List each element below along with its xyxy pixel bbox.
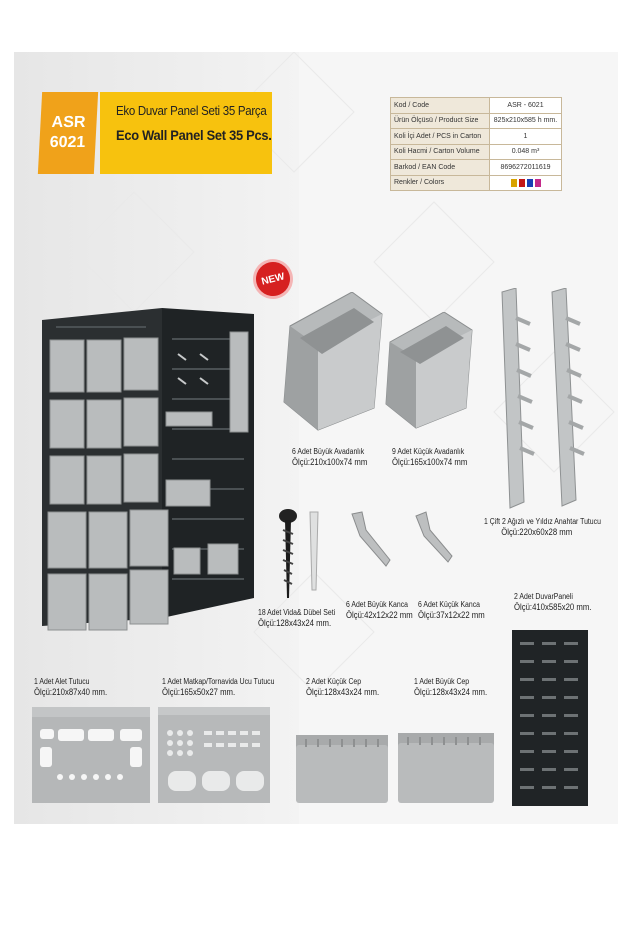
wall-panel-size: Ölçü:410x585x20 mm. (514, 602, 592, 612)
drill-holder-caption (162, 677, 274, 697)
tool-holder-name: 1 Adet Alet Tutucu (34, 677, 90, 686)
screw-dowel-name: 18 Adet Vida& Dübel Seti (258, 608, 336, 617)
spec-row (391, 98, 562, 114)
small-bin-image (382, 312, 474, 432)
spec-value: ASR - 6021 (490, 98, 562, 114)
small-pocket-size: Ölçü:128x43x24 mm. (306, 687, 380, 697)
wrench-holder-image (494, 288, 590, 510)
large-pocket-image (398, 733, 494, 803)
model-line-2: 6021 (49, 134, 86, 151)
small-pocket-image (296, 735, 388, 803)
large-hook-caption (346, 600, 413, 620)
assembled-panel-image (42, 308, 254, 638)
large-bin-size: Ölçü:210x100x74 mm (292, 457, 368, 467)
color-swatch (527, 179, 533, 187)
wrench-holder-name: 1 Çift 2 Ağızlı ve Yıldız Anahtar Tutucu (484, 517, 601, 526)
screw-dowel-image (274, 506, 330, 604)
color-swatch (511, 179, 517, 187)
small-pocket-caption (306, 677, 379, 697)
spec-label: Koli İçi Adet / PCS in Carton (391, 129, 490, 145)
drill-holder-image (158, 707, 270, 803)
large-pocket-caption (414, 677, 487, 697)
small-bin-size: Ölçü:165x100x74 mm (392, 457, 468, 467)
model-badge (38, 92, 98, 174)
large-pocket-size: Ölçü:128x43x24 mm. (414, 687, 488, 697)
small-hook-size: Ölçü:37x12x22 mm (418, 610, 485, 620)
spec-row (391, 175, 562, 191)
spec-value: 0.048 m³ (490, 144, 562, 160)
spec-table (390, 97, 562, 191)
screw-dowel-caption (258, 608, 335, 628)
tool-holder-image (32, 707, 150, 803)
new-badge: NEW (252, 258, 293, 299)
spec-label: Koli Hacmi / Carton Volume (391, 144, 490, 160)
color-swatches (490, 175, 562, 191)
spec-label: Renkler / Colors (391, 175, 490, 191)
spec-value: 1 (490, 129, 562, 145)
small-hook-image (412, 510, 456, 566)
title-english: Eco Wall Panel Set 35 Pcs. (116, 127, 272, 143)
wall-panel-caption (514, 592, 591, 612)
small-hook-caption (418, 600, 485, 620)
drill-holder-size: Ölçü:165x50x27 mm. (162, 687, 236, 697)
wrench-holder-caption (484, 517, 601, 537)
spec-row (391, 129, 562, 145)
spec-row (391, 144, 562, 160)
screw-dowel-size: Ölçü:128x43x24 mm. (258, 618, 332, 628)
large-hook-image (346, 510, 396, 570)
title-turkish: Eko Duvar Panel Seti 35 Parça (116, 104, 267, 118)
spec-label: Kod / Code (391, 98, 490, 114)
small-pocket-name: 2 Adet Küçük Cep (306, 677, 362, 686)
spec-label: Ürün Ölçüsü / Product Size (391, 113, 490, 129)
wall-panel-name: 2 Adet DuvarPaneli (514, 592, 573, 601)
color-swatch (519, 179, 525, 187)
large-hook-name: 6 Adet Büyük Kanca (346, 600, 408, 609)
spec-value: 825x210x585 h mm. (490, 113, 562, 129)
large-hook-size: Ölçü:42x12x22 mm (346, 610, 413, 620)
large-bin-caption (292, 447, 367, 467)
spec-row (391, 113, 562, 129)
large-bin-image (278, 292, 384, 440)
small-bin-caption (392, 447, 467, 467)
large-pocket-name: 1 Adet Büyük Cep (414, 677, 470, 686)
model-line-1: ASR (51, 114, 86, 131)
spec-value: 8696272011619 (490, 160, 562, 176)
small-hook-name: 6 Adet Küçük Kanca (418, 600, 480, 609)
spec-row (391, 160, 562, 176)
wall-panel-image (512, 630, 588, 806)
spec-label: Barkod / EAN Code (391, 160, 490, 176)
tool-holder-size: Ölçü:210x87x40 mm. (34, 687, 108, 697)
large-bin-name: 6 Adet Büyük Avadanlık (292, 447, 365, 456)
wrench-holder-size: Ölçü:220x60x28 mm (501, 527, 573, 537)
color-swatch (535, 179, 541, 187)
tool-holder-caption (34, 677, 107, 697)
small-bin-name: 9 Adet Küçük Avadanlık (392, 447, 465, 456)
drill-holder-name: 1 Adet Matkap/Tornavida Ucu Tutucu (162, 677, 275, 686)
